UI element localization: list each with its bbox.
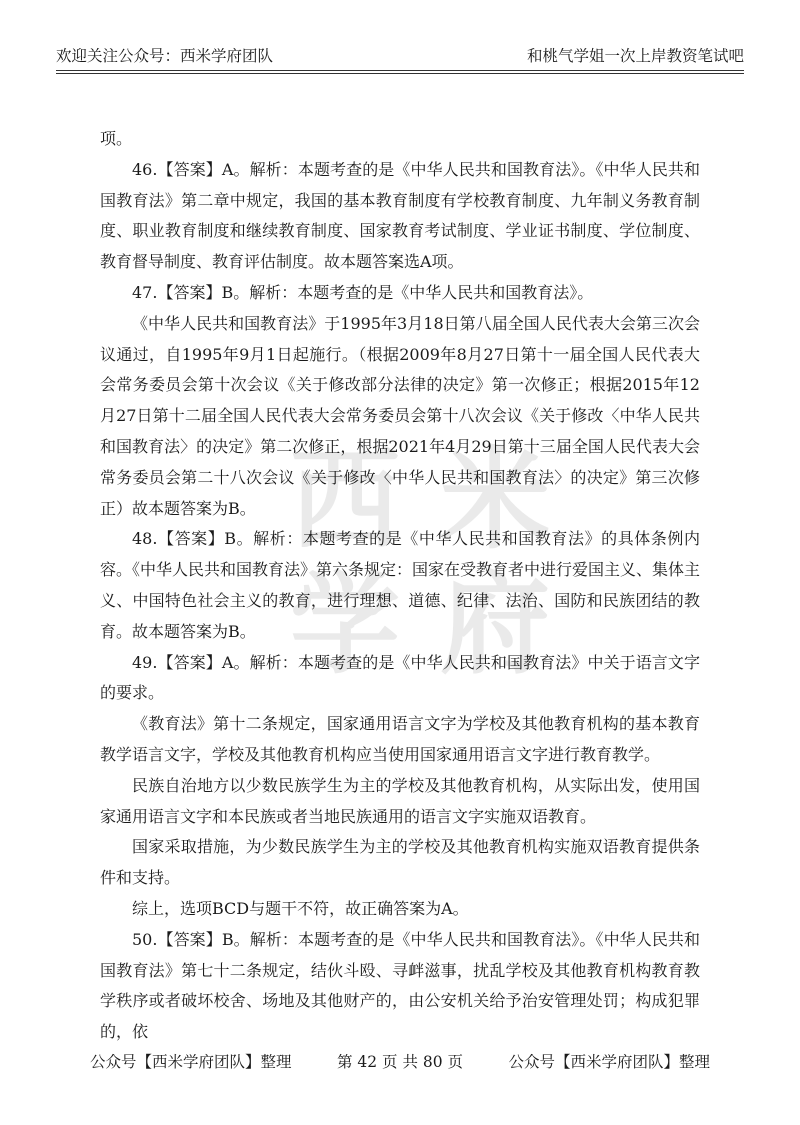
paragraph-answer-50: 50.【答案】B。解析：本题考查的是《中华人民共和国教育法》。《中华人民共和国教育法》第七十二条规定，结伙斗殴、寻衅滋事，扰乱学校及其他教育机构教育教学秩序或者破坏校舍、场地及其他财产的，由公安机关给予治安管理处罚；构成犯罪的，依 — [100, 929, 700, 1042]
footer-left-text: 公众号【西米学府团队】整理 — [90, 1053, 292, 1071]
paragraph: 《中华人民共和国教育法》于1995年3月18日第八届全国人民代表大会第三次会议通过，自1995年9月1日起施行。（根据2009年8月27日第十一届全国人民代表大会常务委员会第十次会议《关于修改部分法律的决定》第一次修正；根据2015年12月27日第十二届全国人民代表大会常务委员会第十八次会议《关于修改〈中华人民共和国教育法〉的决定》第二次修正，根据2021年4月29日第十三届全国人民代表大会常务委员会第二十八次会议《关于修改〈中华人民共和国教育法〉的决定》第三次修正）故本题答案为B。 — [100, 313, 700, 518]
watermark-char: 西 — [290, 436, 400, 564]
header-rule-secondary — [56, 73, 744, 74]
paragraph: 民族自治地方以少数民族学生为主的学校及其他教育机构，从实际出发，使用国家通用语言文字和本民族或者当地民族通用的语言文字实施双语教育。 — [100, 775, 700, 826]
paragraph-answer-49: 49.【答案】A。解析：本题考查的是《中华人民共和国教育法》中关于语言文字的要求。 — [100, 652, 700, 703]
paragraph-answer-47: 47.【答案】B。解析：本题考查的是《中华人民共和国教育法》。 — [132, 282, 594, 302]
answer-content — [100, 124, 700, 1048]
footer-right-text: 公众号【西米学府团队】整理 — [508, 1053, 710, 1071]
paragraph: 综上，选项BCD与题干不符，故正确答案为A。 — [132, 898, 469, 918]
header-right-text: 和桃气学姐一次上岸教资笔试吧 — [526, 47, 744, 65]
paragraph: 项。 — [100, 129, 133, 148]
paragraph-answer-48: 48.【答案】B。解析：本题考查的是《中华人民共和国教育法》的具体条例内容。《中华人民共和国教育法》第六条规定：国家在受教育者中进行爱国主义、集体主义、中国特色社会主义的教育，进行理想、道德、纪律、法治、国防和民族团结的教育。故本题答案为B。 — [100, 529, 701, 641]
header-rule — [56, 70, 744, 71]
header-left-text: 欢迎关注公众号：西米学府团队 — [56, 47, 274, 65]
page-header — [56, 42, 744, 66]
watermark-char: 学 — [290, 561, 400, 689]
page-footer — [90, 1050, 710, 1072]
paragraph: 国家采取措施，为少数民族学生为主的学校及其他教育机构实施双语教育提供条件和支持。 — [100, 837, 700, 888]
watermark-char: 府 — [440, 561, 550, 689]
watermark-char: 米 — [440, 436, 550, 564]
paragraph: 《教育法》第十二条规定，国家通用语言文字为学校及其他教育机构的基本教育教学语言文字，学校及其他教育机构应当使用国家通用语言文字进行教育教学。 — [100, 714, 700, 764]
paragraph-answer-46: 46.【答案】A。解析：本题考查的是《中华人民共和国教育法》。《中华人民共和国教育法》第二章中规定，我国的基本教育制度有学校教育制度、九年制义务教育制度、职业教育制度和继续教育制度、国家教育考试制度、学业证书制度、学位制度、教育督导制度、教育评估制度。故本题答案选A项。 — [100, 159, 700, 272]
page-number: 第 42 页 共 80 页 — [336, 1053, 464, 1071]
